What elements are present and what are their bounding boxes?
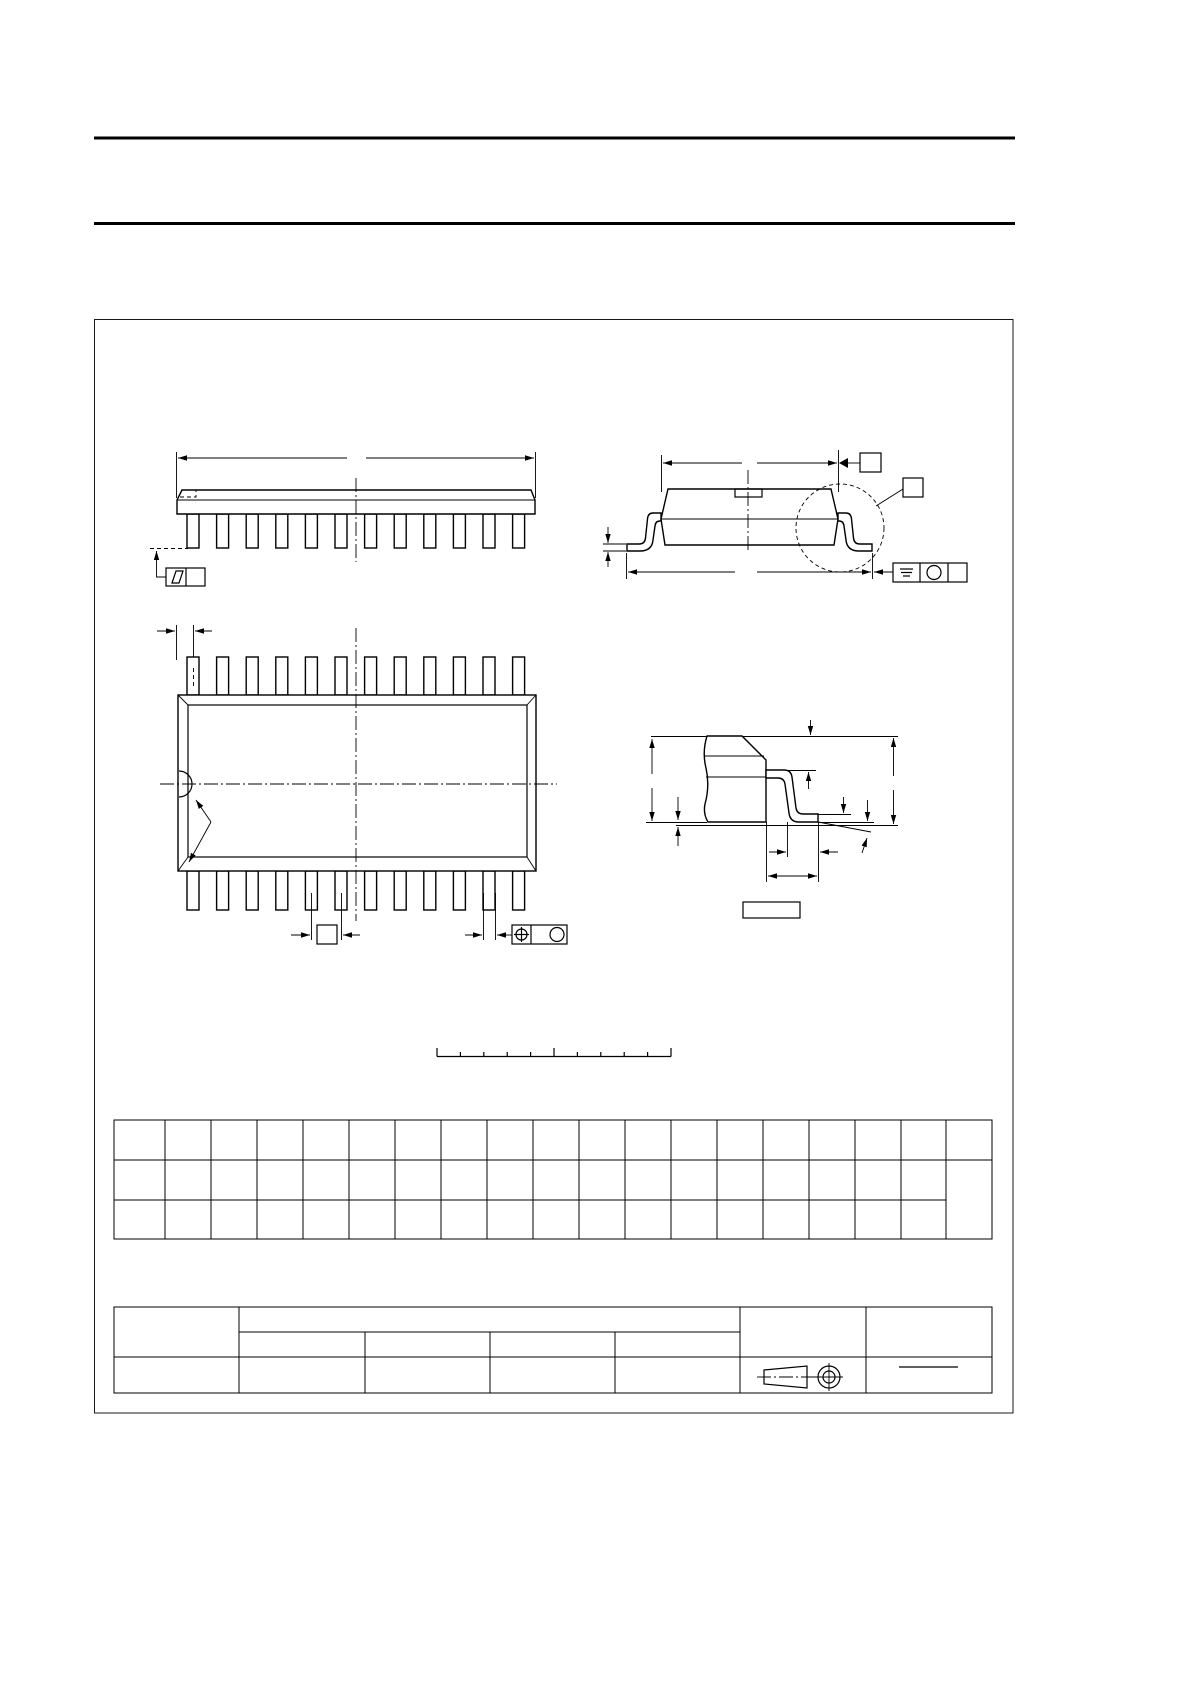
material-condition-icon [927,566,941,580]
top-row-lead [424,657,436,695]
detail-label-box [903,478,923,497]
references-header-cell [239,1307,740,1332]
dimensions-table-header-cell [717,1120,763,1160]
dimensions-table-header-cell [809,1120,855,1160]
side-view-lead [483,514,495,548]
bottom-row-lead [276,871,288,910]
reference-cell [365,1357,490,1393]
dimensions-table-cell [303,1160,349,1200]
bottom-row-lead [246,871,258,910]
material-condition-icon [550,928,564,942]
position-tolerance-frame [512,925,567,944]
dimensions-table-cell [533,1160,579,1200]
side-view-lead [335,514,347,548]
bottom-row-lead [394,871,406,910]
outline-version-cell [114,1357,239,1393]
dimensions-table-cell [441,1160,487,1200]
dimensions-table-cell [395,1200,441,1239]
top-row-lead [217,657,229,695]
dimensions-table-cell [349,1200,395,1239]
reference-cell [615,1357,740,1393]
dimensions-table-header-cell [671,1120,717,1160]
detail-callout-leader [876,489,903,506]
side-view-lead [305,514,317,548]
dimensions-table-header-cell [303,1120,349,1160]
bottom-row-lead [424,871,436,910]
first-angle-projection-icon [757,1363,843,1391]
left-gull-wing-lead [627,513,661,551]
dimensions-table-header-cell [901,1120,946,1160]
side-view-lead [365,514,377,548]
dimensions-table-header-cell [487,1120,533,1160]
dimensions-table-cell [487,1160,533,1200]
dimensions-table-cell [901,1160,946,1200]
top-row-lead [305,657,317,695]
side-view-lead [424,514,436,548]
dimensions-table-cell [441,1200,487,1239]
dimensions-table-cell [579,1160,625,1200]
bottom-row-lead [513,871,525,910]
dimensions-table-cell [763,1200,809,1239]
lead-detail-view [646,720,898,918]
dimensions-table-cell [114,1200,165,1239]
dimensions-table-cell [257,1200,303,1239]
dimensions-table-cell [855,1160,901,1200]
dimensions-table-header-cell [349,1120,395,1160]
top-row-lead [335,657,347,695]
outline-version-header-cell [114,1307,239,1357]
dimensions-table-header-cell [257,1120,303,1160]
dimensions-table-cell [303,1200,349,1239]
dimensions-table-cell [257,1160,303,1200]
dimensions-table-header-cell [533,1120,579,1160]
dimensions-table-cell [717,1160,763,1200]
projection-header-cell [740,1307,866,1357]
coplanarity-tolerance-frame [893,563,967,582]
side-view-lead [513,514,525,548]
side-view-lead [187,514,199,548]
dimensions-table-header-cell [211,1120,257,1160]
dimensions-table-cell [165,1160,211,1200]
references-subheader-cell [615,1332,740,1357]
dimensions-table-header-cell [395,1120,441,1160]
references-subheader-cell [239,1332,365,1357]
body-section [704,736,766,822]
datum-triangle-icon [839,458,848,468]
side-view-lead [246,514,258,548]
top-row-lead [276,657,288,695]
bottom-row-lead [187,871,199,910]
dimensions-table-header-cell [579,1120,625,1160]
flatness-icon [172,571,183,583]
bottom-row-lead [453,871,465,910]
dimensions-table-cell [946,1160,992,1239]
bottom-row-lead [365,871,377,910]
lead-profile [766,770,818,822]
pitch-label-box [317,925,337,944]
position-tolerance-icon [514,927,529,942]
bottom-row-lead [217,871,229,910]
package-body-outline [178,695,536,871]
references-subheader-cell [365,1332,490,1357]
reference-cell [490,1357,615,1393]
lead-angle-line [818,822,871,832]
top-row-lead [513,657,525,695]
dimensions-table [114,1120,992,1239]
dimensions-table-header-cell [114,1120,165,1160]
top-row-lead [453,657,465,695]
dimensions-table-cell [165,1200,211,1239]
side-view [150,452,536,586]
dimensions-table-cell [211,1200,257,1239]
dimensions-table-cell [717,1200,763,1239]
bottom-row-lead [483,871,495,910]
side-view-lead [217,514,229,548]
top-row-lead [187,657,199,695]
dimensions-table-header-cell [165,1120,211,1160]
dimensions-table-cell [809,1160,855,1200]
top-row-lead [365,657,377,695]
top-row-lead [483,657,495,695]
scale-bar [437,1048,671,1057]
dimensions-table-cell [533,1200,579,1239]
dimensions-table-header-cell [441,1120,487,1160]
end-view [603,450,967,582]
dimensions-table-cell [625,1200,671,1239]
header-rules [94,138,1015,224]
dimensions-table-header-cell [855,1120,901,1160]
side-view-lead [394,514,406,548]
top-row-lead [246,657,258,695]
dimensions-table-cell [579,1200,625,1239]
dimensions-table-cell [901,1200,946,1239]
dimensions-table-header-cell [763,1120,809,1160]
ground-symbol-icon [900,569,913,576]
issue-date-cell [866,1357,992,1393]
top-view [157,625,567,944]
top-row-lead [394,657,406,695]
dimensions-table-cell [487,1200,533,1239]
outline-version-table [114,1307,992,1393]
datum-label-box [860,453,881,472]
dimensions-table-cell [763,1160,809,1200]
side-view-lead [276,514,288,548]
dimensions-table-cell [114,1160,165,1200]
dimensions-table-cell [855,1200,901,1239]
dimensions-table-cell [395,1160,441,1200]
issue-date-header-cell [866,1307,992,1357]
bottom-row-lead [335,871,347,910]
dimensions-table-header-cell [625,1120,671,1160]
dimensions-table-cell [671,1200,717,1239]
detail-view-label-box [743,902,800,918]
dimensions-table-cell [211,1160,257,1200]
flatness-tolerance-frame [166,568,205,586]
right-gull-wing-lead [838,513,872,551]
reference-cell [239,1357,365,1393]
dimensions-table-header-cell [946,1120,992,1160]
dimensions-table-cell [809,1200,855,1239]
references-subheader-cell [490,1332,615,1357]
dimensions-table-cell [671,1160,717,1200]
flatness-leader [157,551,167,577]
dimensions-table-cell [625,1160,671,1200]
dimensions-table-cell [349,1160,395,1200]
angle-arrow [862,838,867,853]
side-view-lead [453,514,465,548]
